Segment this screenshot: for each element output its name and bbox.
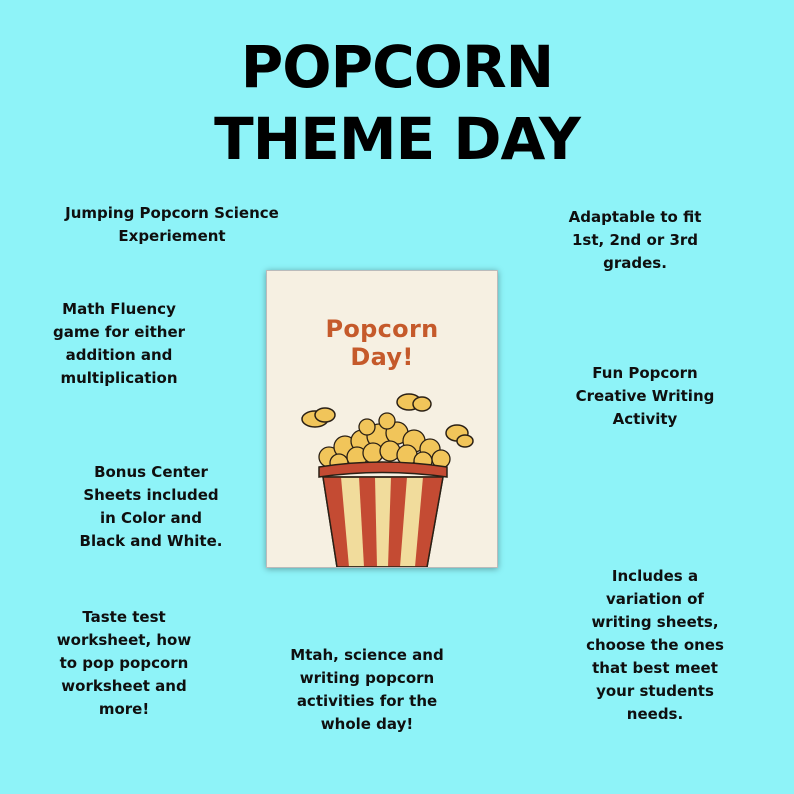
writing-sheets-blurb: Includes a variation of writing sheets, choose the ones that best meet your students needs. bbox=[586, 567, 724, 723]
jumping-popcorn-blurb: Jumping Popcorn Science Experiement bbox=[65, 204, 279, 245]
page-title-line-1: POPCORN bbox=[240, 33, 554, 101]
page-title-line-2: THEME DAY bbox=[214, 105, 580, 173]
math-fluency-blurb: Math Fluency game for either addition and multiplication bbox=[52, 300, 186, 387]
popcorn-piece-icon bbox=[302, 408, 335, 427]
creative-writing-blurb: Fun Popcorn Creative Writing Activity bbox=[575, 364, 715, 428]
popcorn-piece-icon bbox=[446, 425, 473, 447]
bucket-rim-icon bbox=[319, 462, 447, 477]
adaptable-grades-blurb: Adaptable to fit 1st, 2nd or 3rd grades. bbox=[568, 208, 702, 272]
poster-title: Popcorn Day! bbox=[325, 315, 439, 371]
whole-day-blurb: Mtah, science and writing popcorn activities for the whole day! bbox=[290, 646, 444, 733]
bucket-body-icon bbox=[323, 477, 443, 567]
bonus-center-blurb: Bonus Center Sheets included in Color and Black and White. bbox=[79, 463, 223, 550]
popcorn-piece-icon bbox=[397, 394, 431, 411]
taste-test-blurb: Taste test worksheet, how to pop popcorn worksheet and more! bbox=[56, 608, 192, 718]
poster-thumbnail bbox=[266, 270, 498, 568]
